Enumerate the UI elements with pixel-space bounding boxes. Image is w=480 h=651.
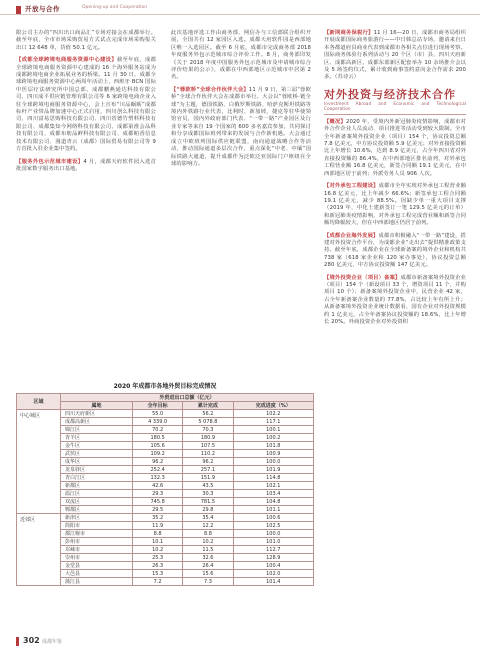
actual-cell: 5 078.8 — [183, 418, 233, 426]
target-cell: 10.1 — [133, 538, 183, 546]
column-left — [16, 30, 156, 178]
target-cell: 10.2 — [133, 546, 183, 554]
rate-cell: 100.0 — [233, 458, 313, 466]
chapter-title-en: Investment Abroad and Economic and Technological Cooperation — [324, 100, 466, 112]
district-cell: 青羊区 — [61, 434, 133, 442]
district-cell: 邛崃市 — [61, 546, 133, 554]
target-cell: 7.2 — [133, 578, 183, 586]
table-row — [17, 418, 314, 426]
page-number: 302 — [23, 636, 40, 645]
district-cell: 蒲江县 — [61, 578, 133, 586]
chapter-title-cn: 对外投资与经济技术合作 — [324, 87, 456, 101]
paragraph: 【服务外包示范城市建设】 4 月，成都天府软件园入选首批国家数字服务出口基地。 — [16, 158, 156, 172]
table-title: 2020 年成都市各地外贸目标完成情况 — [113, 383, 217, 390]
page-footer — [0, 632, 480, 651]
rate-cell: 104.8 — [233, 498, 313, 506]
rate-cell: 100.4 — [233, 562, 313, 570]
district-cell: 金堂县 — [61, 562, 133, 570]
actual-cell: 8.8 — [183, 530, 233, 538]
target-cell: 252.4 — [133, 466, 183, 474]
rate-cell: 101.0 — [233, 538, 313, 546]
section-heading: 【新网商务保税行】 — [324, 30, 374, 36]
rate-cell: 101.4 — [233, 578, 313, 586]
district-cell: 都江堰市 — [61, 530, 133, 538]
target-cell: 8.8 — [133, 530, 183, 538]
chapter-title — [324, 88, 466, 115]
rate-cell: 100.9 — [233, 450, 313, 458]
paragraph: 限公司主办的“四川出口商品汇”专场对接会在成都举行。截至年底，全市市场采购贸易方式试点完成市场采购报关出口 12 648 单，货值 50.1 亿元。 — [16, 30, 156, 51]
table-row — [17, 578, 314, 586]
chapter-rule — [324, 114, 466, 115]
section-heading: 【对外承包工程建设】 — [324, 183, 379, 190]
target-cell: 105.6 — [133, 442, 183, 450]
table-row — [17, 466, 314, 474]
paragraph: 【新网商务保税行】 11 月 16—20 日，成都市商务局组织开展成都国际商务旅游行——中日韩总站专场，邀请来自日本各都道府县商业代表到成都市各相关点位进行现场考察。国际商务体验行系列活动与 20 个区（市）县、四川天府新区、成都高新区、成都东部新区配套举办 10 余场推介会以及 5 场签约仪式，累计收到商事签约意向金合作需求 200 多。（苏诗云） — [324, 30, 466, 81]
paragraph: 【境外投资企业（项目）备案】 成都市新备案境外投资企业（项目）154 个（新设项目 33 个，增资项目 11 个，并购项目 10 个）；新备案境外投资企业中，民营企业 42 家，占全年新备案企业数量的 77.8%，占比较上年有所上升；从新备案境外投资企业统计数据看，国有企业对外投资规模约 1 亿美元，占全年备案协议投资额的 18.6%，比上年增长 20%。外商投资企业对外投资积 — [324, 274, 466, 325]
district-cell: 龙泉驿区 — [61, 466, 133, 474]
actual-cell: 43.5 — [183, 482, 233, 490]
header-title: 开放与合作 — [25, 5, 60, 13]
district-cell: 金牛区 — [61, 442, 133, 450]
district-cell: 大邑县 — [61, 570, 133, 578]
actual-cell: 32.6 — [183, 554, 233, 562]
region-cell: 近郊区 — [17, 514, 61, 586]
rate-cell: 101.1 — [233, 506, 313, 514]
footer-mark — [16, 637, 19, 646]
table-row — [17, 498, 314, 506]
district-cell: 锦江区 — [61, 426, 133, 434]
header-actual: 累计完成 — [183, 402, 233, 410]
target-cell: 109.2 — [133, 450, 183, 458]
table-row — [17, 474, 314, 482]
district-cell: 崇州市 — [61, 554, 133, 562]
paragraph: 此次基地评选工作由商务部、网信办与工信部联合组织开展，全国共有 12 家园区入选。成都天府软件园是西部地区唯一入选园区。截至 6 月底，成都市完成商务部 2018 年度服务外包示范城市综合评价工作。8 月，商务部印发《关于 2018 年度中国服务外包示范城市及申请城市综合评价结果的公示》，成都在中西部地区示范城市中居第 2 名。 — [171, 30, 311, 81]
target-cell: 26.3 — [133, 562, 183, 570]
rate-cell: 101.8 — [233, 442, 313, 450]
table-row — [17, 450, 314, 458]
target-cell: 42.6 — [133, 482, 183, 490]
district-cell: 成华区 — [61, 458, 133, 466]
target-cell: 29.3 — [133, 490, 183, 498]
actual-cell: 151.9 — [183, 474, 233, 482]
actual-cell: 30.3 — [183, 490, 233, 498]
actual-cell: 29.8 — [183, 506, 233, 514]
target-cell: 25.3 — [133, 554, 183, 562]
page-header — [0, 0, 480, 26]
column-middle — [171, 30, 311, 173]
rate-cell: 102.1 — [233, 482, 313, 490]
header-group: 外贸进出口总额（亿元） — [61, 394, 314, 402]
actual-cell: 12.2 — [183, 522, 233, 530]
actual-cell: 180.9 — [183, 434, 233, 442]
actual-cell: 110.2 — [183, 450, 233, 458]
rate-cell: 102.0 — [233, 570, 313, 578]
table-row — [17, 442, 314, 450]
header-subtitle: Opening-up and Cooperation — [82, 5, 148, 10]
table-row — [17, 490, 314, 498]
header-rule — [0, 14, 480, 15]
target-cell: 70.2 — [133, 426, 183, 434]
actual-cell: 70.3 — [183, 426, 233, 434]
column-right — [324, 30, 466, 331]
actual-cell: 781.5 — [183, 498, 233, 506]
target-cell: 29.5 — [133, 506, 183, 514]
header-rate: 完成进度（%） — [233, 402, 313, 410]
table-row — [17, 562, 314, 570]
table-row — [17, 434, 314, 442]
target-cell: 96.2 — [133, 458, 183, 466]
district-cell: 新都区 — [61, 482, 133, 490]
table-row — [17, 546, 314, 554]
rate-cell: 114.8 — [233, 474, 313, 482]
target-cell: 35.2 — [133, 514, 183, 522]
table-row — [17, 522, 314, 530]
trade-table — [16, 393, 314, 586]
target-cell: 55.0 — [133, 410, 183, 418]
district-cell: 彭州市 — [61, 538, 133, 546]
target-cell: 15.3 — [133, 570, 183, 578]
target-cell: 11.9 — [133, 522, 183, 530]
district-cell: 青白江区 — [61, 474, 133, 482]
rate-cell: 117.1 — [233, 418, 313, 426]
table-row — [17, 506, 314, 514]
actual-cell: 10.2 — [183, 538, 233, 546]
region-cell: 中心城区 — [17, 410, 61, 514]
rate-cell: 100.2 — [233, 434, 313, 442]
section-heading: 【服务外包示范城市建设】 — [16, 158, 84, 165]
district-cell: 双流区 — [61, 498, 133, 506]
book-name: 成都年鉴 — [42, 639, 63, 645]
actual-cell: 35.4 — [183, 514, 233, 522]
rate-cell: 103.4 — [233, 490, 313, 498]
section-heading: 【概况】 — [324, 118, 346, 125]
table-row — [17, 530, 314, 538]
table-row — [17, 458, 314, 466]
district-cell: 成都高新区 — [61, 418, 133, 426]
table-row — [17, 426, 314, 434]
table-row — [17, 570, 314, 578]
target-cell: 132.3 — [133, 474, 183, 482]
rate-cell: 100.0 — [233, 530, 313, 538]
table-row — [17, 538, 314, 546]
target-cell: 745.8 — [133, 498, 183, 506]
actual-cell: 7.3 — [183, 578, 233, 586]
actual-cell: 26.4 — [183, 562, 233, 570]
rate-cell: 101.9 — [233, 466, 313, 474]
paragraph: 【概况】 2020 年，受境内外新冠肺炎疫情影响，成都市对外合作企业人员流动、项目推进等活动受到较大限制。全市全年新备案境外投资企业（项目）154 个，协议投资总额 7.8 亿美元，中方协议投资额 5.9 亿美元；对外直接投资额比上年增长 10.6%，达到 8.9 亿美元，占全年四川省对外直接投资额的 86.4%，在中西部地区排名前列，对外承包工程营业额 16.8 亿美元，新签合同额 19.1 亿美元，在中西部地区居于前列；外派劳务人员 906 人次。 — [324, 118, 466, 177]
table-row — [17, 410, 314, 418]
district-cell: 武侯区 — [61, 450, 133, 458]
district-cell: 温江区 — [61, 490, 133, 498]
table-row — [17, 514, 314, 522]
actual-cell: 257.1 — [183, 466, 233, 474]
header-district: 属地 — [61, 402, 133, 410]
actual-cell: 11.5 — [183, 546, 233, 554]
section-heading: 【境外投资企业（项目）备案】 — [324, 274, 401, 281]
rate-cell: 128.9 — [233, 554, 313, 562]
target-cell: 4 339.0 — [133, 418, 183, 426]
table-row — [17, 482, 314, 490]
paragraph: 【成都企业海外发展】 成都市积极融入“一带一路”建设，搭建对外投资合作平台，为成都企业“走出去”提供精准政策支持。截至年底，成都企业在全球新备案的境外企业和机构共 738 家（618 家企业和 120 家办事处），协议投资总额 280 亿美元，中方协议投资额 147 亿美元。 — [324, 232, 466, 269]
district-cell: 郫都区 — [61, 506, 133, 514]
rate-cell: 102.2 — [233, 410, 313, 418]
target-cell: 180.5 — [133, 434, 183, 442]
rate-cell: 100.6 — [233, 514, 313, 522]
trade-table-block — [16, 381, 314, 586]
section-heading: 【“蓉欧桥”全球合作伙伴大会】 — [171, 86, 249, 93]
rate-cell: 100.1 — [233, 426, 313, 434]
district-cell: 新津区 — [61, 514, 133, 522]
paragraph: 【对外承包工程建设】 成都市全年实现对外承包工程营业额 16.8 亿美元，比上年减少 66.6%；新签承包工程合同额 19.1 亿美元，减少 88.5%。因缺少单一重大项目支撑（2019 年，中化士建新签订一笔 129.5 亿美元的订单）和新冠肺炎疫情影响，对外承包工程完成营业额和新签合同额均降幅较大，但在中西部地区仍居于前列。 — [324, 183, 466, 227]
actual-cell: 56.2 — [183, 410, 233, 418]
section-heading: 【成都全球跨境电商服务资源中心建设】 — [16, 57, 117, 64]
actual-cell: 107.5 — [183, 442, 233, 450]
section-heading: 【成都企业海外发展】 — [324, 232, 379, 239]
paragraph: 【成都全球跨境电商服务资源中心建设】 截至年底，成都全球跨境电商服务资源中心建成的 16 个海外服务站成为成都跨境电商企业拓展业务的桥梁。11 月 30 日，成都全球跨境电商服务资源中心两周年活动上，西班牙 BCN 国际中医层疗法研究所中国总部、成都鹏燕通达科技有限公司、四川成平供应链管理有限公司等 6 家跨境电商企业入驻全球跨境电商服务资源中心，会上宣布“川品蜗蛎”成都标杆产业带品牌加速中心正式启用，四川创么科技有限公司、四川富易思购科技有限公司、四川省德竹塑料科技有限公司、成都集知今网络科技有限公司、成都第淮会品科技有限公司、成都布舫品鲜科技有限公司、成都帕香信息技术有限公司、漫道青云（成都）国际贸易有限公司等 9 方首批入驻企业集中签约。 — [16, 57, 156, 153]
district-cell: 简阳市 — [61, 522, 133, 530]
actual-cell: 15.6 — [183, 570, 233, 578]
table-row — [17, 554, 314, 562]
actual-cell: 96.2 — [183, 458, 233, 466]
rate-cell: 102.5 — [233, 522, 313, 530]
district-cell: 四川天府新区 — [61, 410, 133, 418]
header-region: 区域 — [17, 394, 61, 410]
table-body — [17, 410, 314, 586]
paragraph: 【“蓉欧桥”全球合作伙伴大会】 11 月 9 日，第三届“蓉欧桥”全球合作伙伴大会在成都市举行。大会以“蓉欧桥·链全球”为主题，德国铁路、白俄罗斯铁路、哈萨克斯坦铁路等境内外铁路行业代表，比利时、新加坡、捷克等驻华使领馆官员，国内外政府部门代表、“一带一路”产业园区及行业专家等来自 19 个国家的 600 多名嘉宾参加，共同探讨和分享成都国际班列带来的发展与合作新机遇。大会通过成立中欧班列国际供应链联盟，南向通道战略合作等活动，推动国际通道多层次合作，重点深化“中老、中缅”国际铁路大通道，提升成都作为泛欧泛亚国际门户枢纽在全球的影响力。 — [171, 86, 312, 167]
header-target: 全年目标 — [133, 402, 183, 410]
rate-cell: 112.7 — [233, 546, 313, 554]
